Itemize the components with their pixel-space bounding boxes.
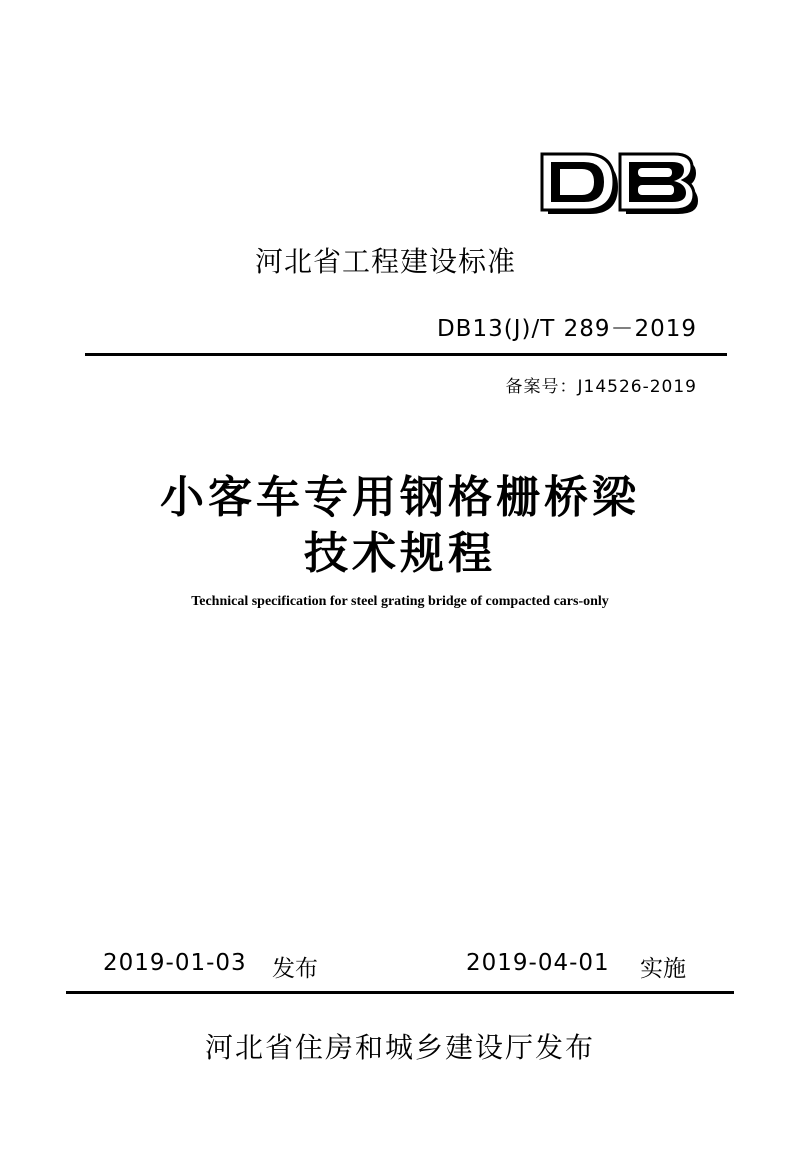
standard-category: 河北省工程建设标准: [255, 245, 517, 278]
document-title: [0, 470, 800, 582]
release-date: 2019-01-03: [103, 950, 247, 976]
title-line-1: 小客车专用钢格栅桥梁: [160, 472, 640, 523]
english-title: Technical specification for steel grating bridge of compacted cars-only: [191, 594, 609, 609]
implementation-date: 2019-04-01: [466, 950, 610, 976]
release-label: 发布: [272, 956, 318, 982]
standard-number: DB13(J)/T 289－2019: [436, 316, 697, 342]
implementation-label: 实施: [640, 956, 686, 982]
bottom-divider: [66, 991, 734, 994]
record-number: 备案号：J14526-2019: [505, 377, 697, 397]
publisher: 河北省住房和城乡建设厅发布: [204, 1031, 595, 1064]
db-logo: [538, 152, 700, 216]
top-divider: [85, 353, 727, 356]
title-line-2: 技术规程: [304, 528, 496, 579]
